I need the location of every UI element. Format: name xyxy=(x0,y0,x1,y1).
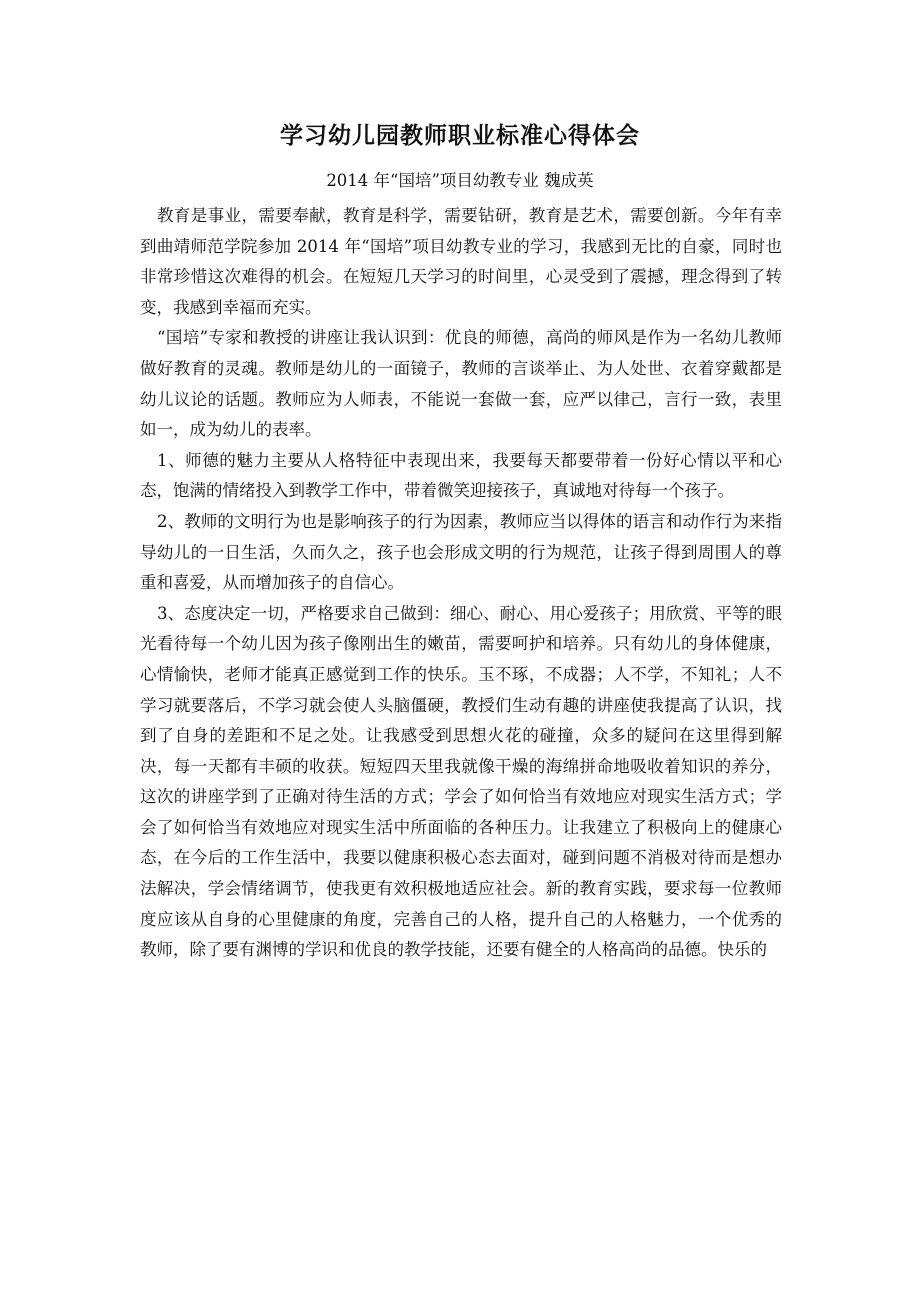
document-byline: 2014 年“国培”项目幼教专业 魏成英 xyxy=(326,171,594,190)
paragraph-point-3: 3、态度决定一切，严格要求自己做到：细心、耐心、用心爱孩子；用欣赏、平等的眼光看待每一个幼儿因为孩子像刚出生的嫩苗，需要呵护和培养。只有幼儿的身体健康，心情愉快，老师才能真正感觉到工作的快乐。玉不琢，不成器；人不学，不知礼；人不学习就要落后，不学习就会使人头脑僵硬，教授们生动有趣的讲座使我提高了认识，找到了自身的差距和不足之处。让我感受到思想火花的碰撞，众多的疑问在这里得到解决，每一天都有丰硕的收获。短短四天里我就像干燥的海绵拼命地吸收着知识的养分，这次的讲座学到了正确对待生活的方式；学会了如何恰当有效地应对现实生活方式；学会了如何恰当有效地应对现实生活中所面临的各种压力。让我建立了积极向上的健康心态，在今后的工作生活中，我要以健康积极心态去面对，碰到问题不消极对待而是想办法解决，学会情绪调节，使我更有效积极地适应社会。新的教育实践，要求每一位教师度应该从自身的心里健康的角度，完善自己的人格，提升自己的人格魅力，一个优秀的教师，除了要有渊博的学识和优良的教学技能，还要有健全的人格高尚的品德。快乐的 xyxy=(140,603,782,960)
paragraph-point-2: 2、教师的文明行为也是影响孩子的行为因素，教师应当以得体的语言和动作行为来指导幼儿的一日生活，久而久之，孩子也会形成文明的行为规范，让孩子得到周围人的尊重和喜爱，从而增加孩子的自信心。 xyxy=(140,511,782,593)
document-title: 学习幼儿园教师职业标准心得体会 xyxy=(280,122,640,149)
paragraph-intro: 教育是事业，需要奉献，教育是科学，需要钻研，教育是艺术，需要创新。今年有幸到曲靖师范学院参加 2014 年“国培”项目幼教专业的学习，我感到无比的自豪，同时也非常珍惜这次难得的机会。在短短几天学习的时间里，心灵受到了震撼，理念得到了转变，我感到幸福而充实。 xyxy=(140,206,782,317)
paragraph-teacher-ethics: “国培”专家和教授的讲座让我认识到：优良的师德，高尚的师风是作为一名幼儿教师做好教育的灵魂。教师是幼儿的一面镜子，教师的言谈举止、为人处世、衣着穿戴都是幼儿议论的话题。教师应为人师表，不能说一套做一套，应严以律己，言行一致，表里如一，成为幼儿的表率。 xyxy=(140,328,782,440)
paragraph-point-1: 1、师德的魅力主要从人格特征中表现出来，我要每天都要带着一份好心情以平和心态，饱满的情绪投入到教学工作中，带着微笑迎接孩子，真诚地对待每一个孩子。 xyxy=(140,450,782,501)
document-body xyxy=(140,201,782,966)
